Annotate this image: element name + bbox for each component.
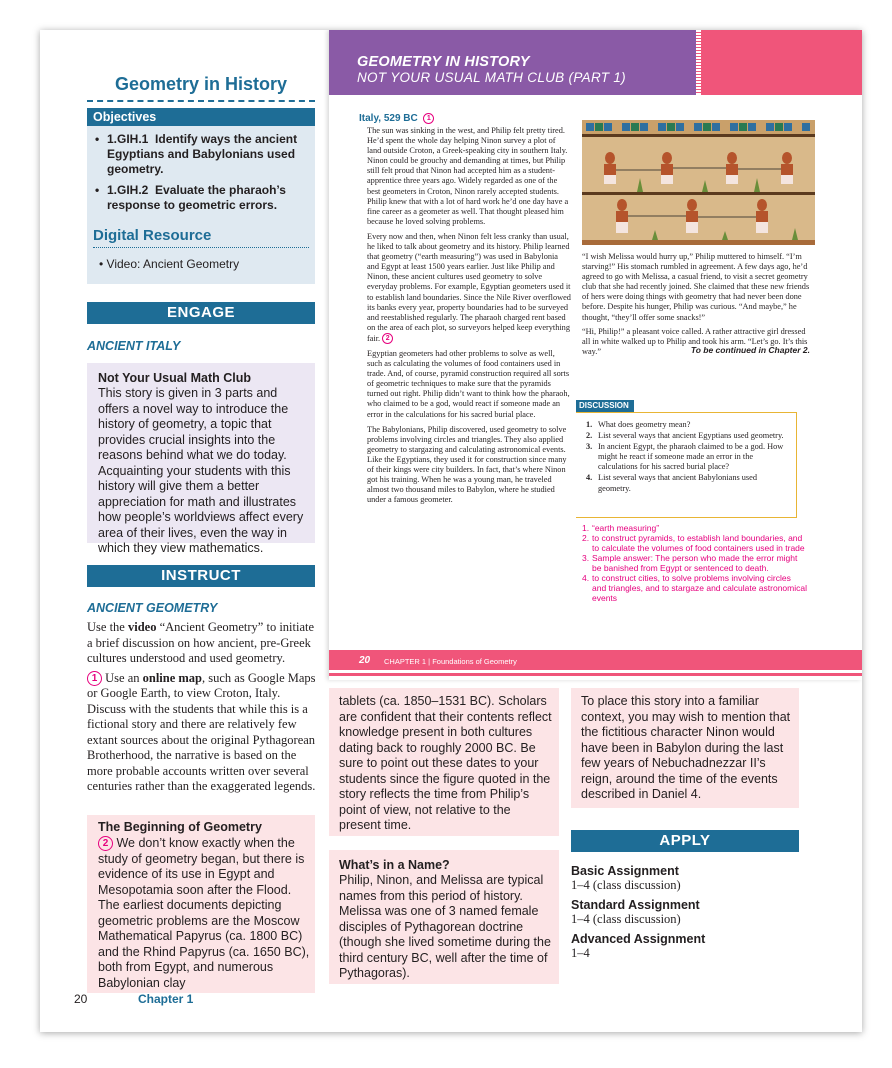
- digital-resource-divider: [93, 247, 309, 248]
- math-club-title: Not Your Usual Math Club: [98, 371, 252, 385]
- assignment-value: 1–4: [571, 946, 590, 960]
- story-paragraph: “I wish Melissa would hurry up,” Philip muttered to himself. “I’m starving!” His stomach rumbled in agreement. A few days ago, he’d agreed to go with Melissa, a casual friend, to visit a secret geometry club that she had recently joined. She claimed that these new friends of hers were doing things with geometry that had never been done before. Despite his hunger, Philip was curious. “And maybe,” he thought, “they’ll offer some snacks!”: [582, 252, 810, 322]
- discussion-question: 3. In ancient Egypt, the pharaoh claimed to be a god. How might he react if someone made an error in the calculations for his sacred burial place?: [586, 442, 784, 472]
- name-box-title: What’s in a Name?: [339, 858, 450, 872]
- math-club-text: This story is given in 3 parts and offers a novel way to introduce the history of geometry, a topic that provides crucial insights into the reasons behind what we do today. Acquainting your students with this history will give them a better appreciation for math and illustrates how people’s worldviews affect every area of their lives, even the way in which they view mathematics.: [98, 386, 304, 555]
- assignment-label: Standard Assignment: [571, 898, 700, 912]
- continued-note: To be continued in Chapter 2.: [690, 345, 810, 355]
- instruct-bar: INSTRUCT: [87, 565, 315, 587]
- context-text: To place this story into a familiar context, you may wish to mention that the fictitious character Ninon would have been in Babylon during the last few years of Nebuchadnezzar II’s reign, around the time of the events described in Daniel 4.: [581, 694, 791, 801]
- assignment-label: Advanced Assignment: [571, 932, 706, 946]
- discussion-questions: [586, 420, 791, 495]
- objectives-heading: Objectives: [87, 108, 315, 126]
- instruct-text: [87, 620, 319, 795]
- student-page-chapter: CHAPTER 1 | Foundations of Geometry: [384, 657, 517, 666]
- answer-item: 4. to construct cities, to solve problems involving circles and triangles, and to stargaze and calculate astronomical events: [582, 573, 807, 603]
- header-pink-tab: [701, 30, 862, 95]
- discussion-question: 1. What does geometry mean?: [586, 420, 691, 429]
- page-number: 20: [74, 992, 88, 1006]
- instruct-paragraph: 1 Use an online map, such as Google Maps or Google Earth, to view Croton, Italy. Discuss with the students that while this is a fictional story and there are relatively few extant sources about the original Pythagorean Brotherhood, the narrative is based on the more probable accounts written over several centuries rather than the exaggerated legends.: [87, 670, 316, 793]
- student-page: [329, 30, 862, 680]
- beginning-geometry-text: 2 We don’t know exactly when the study of geometry began, but there is evidence of its use in Egypt and Mesopotamia soon after the Flood. The earliest documents depicting geometric problems are the Moscow Mathematical Papyrus (ca. 1800 BC) and the Rhind Papyrus (ca. 1650 BC), both from Egypt, and numerous Babylonian clay: [98, 836, 310, 990]
- answer-key: [582, 523, 807, 603]
- student-page-subtitle: NOT YOUR USUAL MATH CLUB (PART 1): [357, 70, 626, 85]
- story-paragraph: Every now and then, when Ninon felt less cranky than usual, he liked to talk about geometry and its history. Philip learned that geometry (“earth measuring”) was used in Babylonia and Egypt at least 1500 years earlier. Just like Philip and Ninon, these ancient cultures used geometry to solve everyday problems. For example, Egyptian geometers used it to establish land boundaries. Since the Nile River overflowed its banks every year, property boundaries had to be surveyed and reestablished regularly. The pharaoh charged rent based on the area of each plot, so surveyors helped keep everything fair. 2: [367, 231, 571, 343]
- lesson-title: Geometry in History: [114, 74, 288, 94]
- name-box-text: Philip, Ninon, and Melissa are typical names from this period of history. Melissa was one of 3 named female disciples of Pythagorean doctrine (though she lived sometime during the third century BC, well after the time of Pythagoras).: [339, 873, 551, 980]
- answer-item: 3. Sample answer: The person who made the error might be banished from Egypt or sentenced to death.: [582, 553, 798, 573]
- engage-subhead: ANCIENT ITALY: [87, 339, 181, 353]
- beginning-geometry-title: The Beginning of Geometry: [98, 820, 262, 834]
- apply-bar: APPLY: [571, 830, 799, 852]
- discussion-heading: DISCUSSION: [576, 400, 634, 412]
- answer-item: 2. to construct pyramids, to establish land boundaries, and to calculate the volumes of food containers used in trade: [582, 533, 805, 553]
- story-paragraph: The sun was sinking in the west, and Philip felt pretty tired. He’d spent the whole day helping Ninon survey a plot of land outside Croton, a Greek-speaking city in southern Italy. Ninon could be grouchy and demanding at times, but Philip still felt proud that Ninon had accepted him as a student-apprentice three years ago. Widely regarded as one of the best geometers in Croton, Ninon rarely accepted students. Philip knew that with a lot of hard work he’d one day have a fine career as a geometer as well. That thought pleased him because he loved solving problems.: [367, 126, 569, 226]
- assignments: [571, 864, 799, 961]
- footer-underline: [329, 673, 862, 676]
- objective-item: • 1.GIH.1 Identify ways the ancient Egyptians and Babylonians used geometry.: [95, 132, 307, 177]
- story-paragraph: The Babylonians, Philip discovered, used geometry to solve problems involving circles and triangles. They also applied geometry to stargazing and calculating astronomical events. Like the Egyptians, they used it for construction since many of their kings were city builders. In fact, that’s where Ninon got his training. When he was a young man, he traveled almost two thousand miles to Babylon, where he studied under a famous geometer.: [367, 424, 567, 505]
- marker-2-icon: 2: [382, 333, 393, 344]
- objectives-list: [95, 132, 307, 219]
- teacher-edition-page: [40, 30, 862, 1032]
- story-location: Italy, 529 BC 1: [359, 113, 434, 124]
- chapter-label: Chapter 1: [138, 992, 194, 1006]
- instruct-subhead: ANCIENT GEOMETRY: [87, 601, 218, 615]
- discussion-question: 4. List several ways that ancient Babylonians used geometry.: [586, 473, 757, 493]
- digital-resource-item[interactable]: • Video: Ancient Geometry: [99, 257, 240, 271]
- story-text-left: [367, 126, 571, 510]
- marker-1-icon: 1: [423, 113, 434, 124]
- assignment-label: Basic Assignment: [571, 864, 679, 878]
- digital-resource-heading: Digital Resource: [93, 227, 212, 244]
- title-divider: [87, 100, 315, 102]
- egyptian-mural-image: [582, 120, 815, 245]
- marker-2-icon: 2: [98, 836, 113, 851]
- student-page-number: 20: [359, 655, 371, 666]
- continuation-text: tablets (ca. 1850–1531 BC). Scholars are confident that their contents reflect knowledge present in both cultures dating back to roughly 2000 BC. Be sure to point out these dates to your students since the figure quoted in the story reflects the time from Philip’s point of view, not relative to the present time.: [339, 694, 552, 832]
- marker-1-icon: 1: [87, 671, 102, 686]
- instruct-paragraph: Use the video “Ancient Geometry” to initiate a brief discussion on how ancient, pre-Greek cultures understood and used geometry.: [87, 620, 315, 665]
- story-paragraph: Egyptian geometers had other problems to solve as well, such as calculating the volumes of food containers used in trade. And, of course, pyramid construction required all sorts of geometric techniques to make sure that the pyramids turned out right. Philip didn’t want to think how the pharaoh, who claimed to be a god, would react if someone made an error in the calculations for his sacred burial place.: [367, 348, 570, 419]
- assignment-value: 1–4 (class discussion): [571, 878, 681, 892]
- student-page-title: GEOMETRY IN HISTORY: [357, 54, 530, 70]
- discussion-question: 2. List several ways that ancient Egyptians used geometry.: [586, 431, 784, 441]
- answer-item: 1. “earth measuring”: [582, 523, 660, 533]
- assignment-value: 1–4 (class discussion): [571, 912, 681, 926]
- objective-item: • 1.GIH.2 Evaluate the pharaoh’s response to geometric errors.: [95, 183, 307, 213]
- story-paragraph: “Hi, Philip!” a pleasant voice called. A rather attractive girl dressed all in white walked up to Philip and took his arm. “Let’s go. It’s this way.”: [582, 326, 808, 356]
- engage-bar: ENGAGE: [87, 302, 315, 324]
